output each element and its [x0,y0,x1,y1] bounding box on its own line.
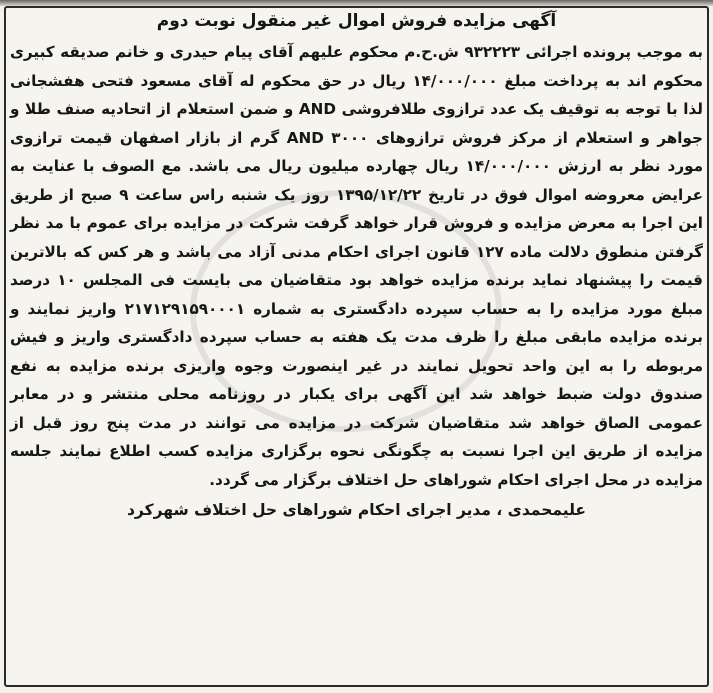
auction-notice [10,8,703,685]
notice-body: به موجب پرونده اجرائی ۹۳۲۲۲۳ ش.ح.م محکوم علیهم آقای پیام حیدری و خانم صدیقه کبیری محکوم اند به پرداخت مبلغ ۱۴/۰۰۰/۰۰۰ ریال در حق محکوم له آقای مسعود فتحی هفشجانی لذا با توجه به توقیف یک عدد ترازوی طلافروشی AND و ضمن استعلام از اتحادیه صنف طلا و جواهر و استعلام از مرکز فروش ترازوهای AND ۳۰۰۰ گرم از بازار اصفهان قیمت ترازوی مورد نظر به ارزش ۱۴/۰۰۰/۰۰۰ ریال چهارده میلیون ریال می باشد. مع الصوف با عنایت به عرایض معروضه اموال فوق در تاریخ ۱۳۹۵/۱۲/۲۲ روز یک شنبه راس ساعت ۹ صبح از طریق این اجرا به معرض مزایده و فروش قرار خواهد گرفت شرکت در مزایده برای عموم با مد نظر گرفتن منطوق دلالت ماده ۱۲۷ قانون اجرای احکام مدنی آزاد می باشد و هر کس که بالاترین قیمت را پیشنهاد نماید برنده مزایده خواهد بود متقاضیان می بایست فی المجلس ۱۰ درصد مبلغ مورد مزایده را به حساب سپرده دادگستری به شماره ۲۱۷۱۲۹۱۵۹۰۰۰۱ واریز نمایند و برنده مزایده مابقی مبلغ را ظرف مدت یک هفته به حساب سپرده دادگستری واریز و فیش مربوطه را به این واحد تحویل نمایند در غیر اینصورت وجوه واریزی برنده مزایده به نفع صندوق دولت ضبط خواهد شد این آگهی برای یکبار در روزنامه محلی منتشر و در معابر عمومی الصاق خواهد شد متقاضیان شرکت در مزایده می توانند در مدت پنج روز قبل از مزایده از طریق این اجرا نسبت به چگونگی نحوه برگزاری مزایده کسب اطلاع نمایند جلسه مزایده در محل اجرای احکام شوراهای حل اختلاف برگزار می گردد. [10,43,704,489]
notice-title: آگهی مزایده فروش اموال غیر منقول نوبت دوم [156,11,557,31]
notice-signature: علیمحمدی ، مدیر اجرای احکام شوراهای حل اختلاف شهرکرد [126,501,587,519]
